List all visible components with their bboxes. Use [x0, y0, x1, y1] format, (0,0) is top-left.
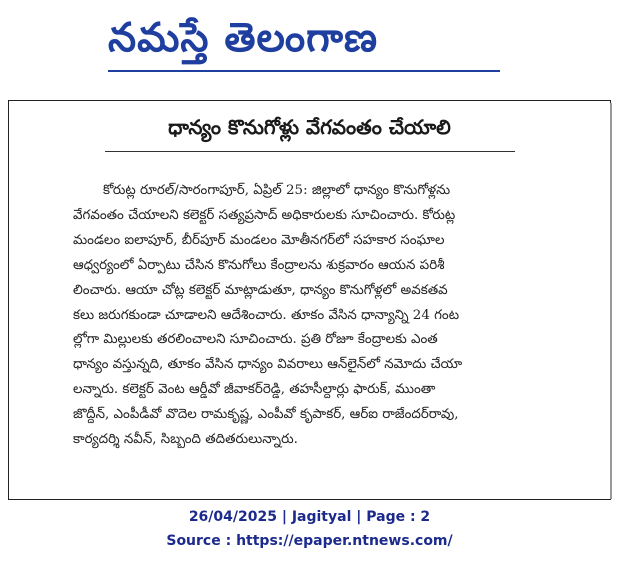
article-line: కోరుట్ల రూరల్/సారంగాపూర్, ఏప్రిల్ 25: జిల్లాలో ధాన్యం కొనుగోళ్లను [103, 183, 451, 198]
logo-underline [108, 70, 500, 72]
article-line: కార్యదర్శి నవీన్, సిబ్బంది తదితరులున్నారు. [73, 432, 298, 448]
article-line: జొద్దీన్, ఎంపీడీవో వొదెల రామకృష్ణ, ఎంపీవో కృపాకర్, ఆర్ఐ రాజేందర్‌రావు, [73, 407, 459, 423]
article-line: లించారు. ఆయా చోట్ల కలెక్టర్ మాట్లాడుతూ, ధాన్యం కొనుగోళ్లలో అవకతవ [73, 282, 448, 298]
article-line: కలు జరుగకుండా చూడాలని ఆదేశించారు. తూకం వేసిన ధాన్యాన్ని 24 గంట [73, 307, 460, 323]
article-headline: ధాన్యం కొనుగోళ్లు వేగవంతం చేయాలి [168, 115, 451, 139]
footer-source-line: Source : https://epaper.ntnews.com/ [166, 533, 453, 549]
footer-date-line: 26/04/2025 | Jagityal | Page : 2 [188, 509, 431, 525]
newspaper-logo: నమస్తే తెలంగాణ [108, 15, 379, 61]
article-line: లన్నారు. కలెక్టర్ వెంట ఆర్డీవో జీవాకర్‌రెడ్డి, తహసీల్దార్లు ఫారుక్, ముంతా [73, 382, 436, 398]
article-line: వేగవంతం చేయాలని కలెక్టర్ సత్యప్రసాద్ అధికారులకు సూచించారు. కోరుట్ల [73, 207, 456, 223]
masthead [0, 0, 619, 95]
article-line: ధాన్యం వస్తున్నది, తూకం వేసిన ధాన్యం వివరాలు ఆన్‌లైన్‌లో నమోదు చేయా [73, 357, 463, 373]
article-body [73, 179, 547, 453]
article-line: మండలం ఐలాపూర్, బీర్‌పూర్ మండలం మోతీనగర్‌లో సహకార సంఘాల [73, 232, 445, 248]
headline-divider [105, 151, 515, 152]
article-line: ల్లోగా మిల్లులకు తరలించాలని సూచించారు. ప్రతి రోజూ కేంద్రాలకు ఎంత [73, 332, 438, 348]
clipping-shadow [610, 103, 612, 499]
article-line: ఆధ్వర్యంలో ఏర్పాటు చేసిన కొనుగోలు కేంద్రాలను శుక్రవారం ఆయన పరిశీ [73, 257, 445, 273]
news-clipping [8, 100, 611, 500]
